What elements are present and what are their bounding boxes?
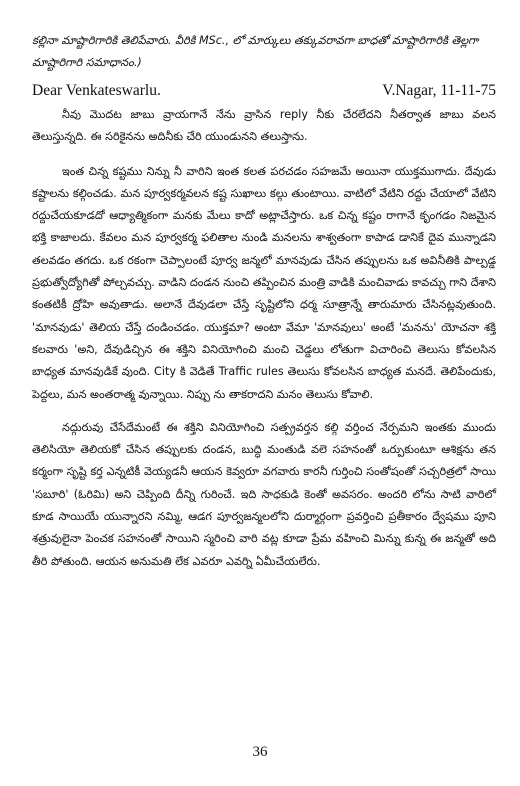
paragraph-3: నద్గురువు చేసేదేమంటే ఈ శక్తిని వినియోగించి సత్ప్రవర్తన కల్గి వర్తించ నేర్పమని ఇంతకు ముందు తెలిసియో తెలియకో చేసిన తప్పులకు దండన, బుద్ధి మంతుడి వలె సహనంతో ఒర్పుకుంటూ ఆశిక్షను తన కర్మంగా సృష్టి కర్త ఎన్నటికీ వెయ్యడనీ ఆయన కెవ్వరూ వగవారు కారనీ గుర్తించి సంతోషంతో సచ్చరిత్రలో సాయి 'సబూరి' (ఓరిమి) అని చెప్పింది దీన్ని గురించే. ఇది సాధకుడి కెంతో అవసరం. అందరి లోను సాటి వారిలో కూడ సాయియే యున్నారని నమ్మి, ఆడగ పూర్వజన్మలలోని దుర్మార్గంగా ప్రవర్తించి ప్రతీకారం ద్వేషము పూని శత్రువులైనా పెంచక సహనంతో సాయిని స్మరించి వారి వట్ల కూడా ప్రేమ వహించి మిన్ను కున్న ఈ జన్మతో అది తీరి పోతుంది. ఆయన అనుమతి లేక ఎవరూ ఎవర్ని ఏమీచేయలేరు. <box>32 420 496 568</box>
paragraph-1: నీవు మొదట జాబు వ్రాయగానే నేను వ్రాసిన reply నీకు చేరలేదని నీతర్వాత జాబు వలన తెలుస్తున్నది. ఈ సరికైనను అదినీకు చేరి యుండునని తలుస్తాను. <box>32 108 496 144</box>
place-date: V.Nagar, 11-11-75 <box>382 82 496 99</box>
paragraph-2: ఇంత చిన్న కష్టము నిన్ను నీ వారిని ఇంత కలత పరచడం సహజమే అయినా యుక్తముగాదు. దేవుడు కష్టాలను కల్గించడు. మన పూర్వకర్మవలన కష్ట సుఖాలు కల్గు తుంటాయి. వాటిలో వేటిని రద్దు చేయాలో వేటిని రద్దుచేయకూడదో ఆధ్యాత్మికంగా మనకు మేలు కాదో అట్లాచేస్తారు. ఒక చిన్న కష్టం రాగానే కృంగడం నిజమైన భక్తి కాజాలదు. కేవలం మన పూర్వకర్మ ఫలితాల నుండి మనలను శాశ్వతంగా కాపాడ డానికే దైవ మున్నాడని తలవడం తగదు. ఒక రకంగా చెప్పాలంటే పూర్వ జన్మలో మానవుడు చేసిన తప్పులను ఒక అవినీతికి పాల్పడ్డ ప్రభుత్వోద్యోగితో పోల్చవచ్చు. వాడిని దండన నుంచి తప్పించిన మంత్రి వాడికి మంచివాడు కావచ్చు గాని దేశాని కంతటికీ ద్రోహి అవుతాడు. అలానే దేవుడలా చేస్తే సృష్టిలోని ధర్మ సూత్రాన్నే తారుమారు చేసినట్లవుతుంది. 'మానవుడు' తెలియ చేస్తే దండించడం. యుక్తమా? అంటా వేమా 'మానవులు' అంటే 'మనను' యోచనా శక్తి కలవారు 'అని, దేవుడిచ్చిన ఈ శక్తిని వినియోగించి మంచి చెడ్డలు లోతుగా విచారించి తెలుసు కోవలసిన బాధ్యత మానవుడికే వుంది. City కి వెడితే Traffic rules తెలుసు కోవలసిన బాధ్యత మనదే. తెలిపేందుకు, పెద్దలు, మన అంతరాత్మ వున్నాయి. నిప్పు ను తాకరాదని మనం తెలుసు కోవాలి. <box>32 164 496 401</box>
page-number: 36 <box>252 744 268 760</box>
intro-note: కల్లినా మాష్టారిగారికి తెలిపేవారు. వీరికి MSc., లో మార్కులు తక్కువరావగా బాధతో మాష్టారిగారికి తెల్లగా మాష్టారిగారి సమాధానం.) <box>32 34 479 69</box>
salutation: Dear Venkateswarlu. <box>32 82 161 99</box>
letter-header <box>32 82 496 100</box>
